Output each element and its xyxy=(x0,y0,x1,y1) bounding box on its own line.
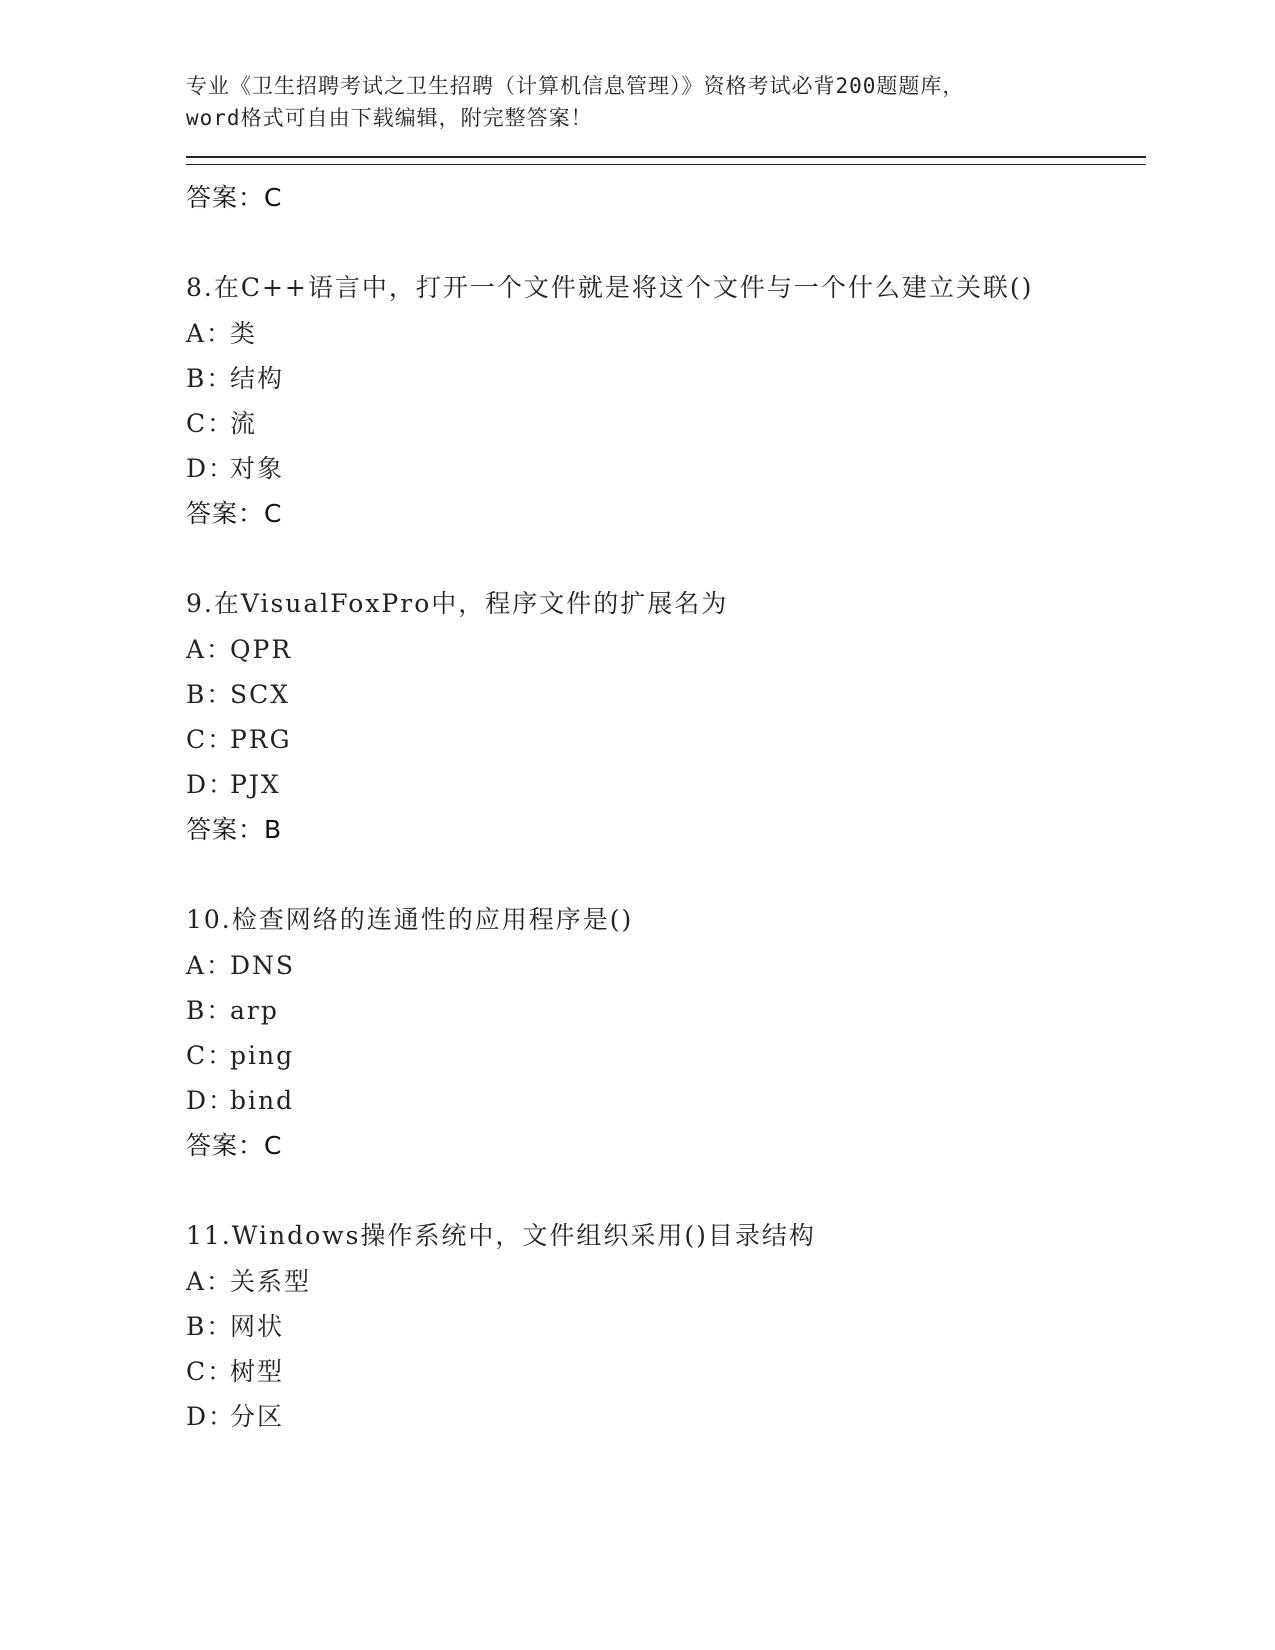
answer-line: 答案：C xyxy=(186,1131,283,1160)
option-a xyxy=(186,943,1146,988)
option-d xyxy=(186,762,1146,807)
question-text: 8.在C++语言中，打开一个文件就是将这个文件与一个什么建立关联() xyxy=(186,273,1034,302)
option-key: D： xyxy=(186,1402,236,1431)
option-key: C： xyxy=(186,725,235,754)
option-text: 树型 xyxy=(230,1357,285,1386)
option-c xyxy=(186,717,1146,762)
option-key: C： xyxy=(186,1357,235,1386)
question-block xyxy=(186,581,1146,853)
option-text: PJX xyxy=(230,770,281,799)
option-text: bind xyxy=(230,1086,295,1115)
option-c xyxy=(186,1033,1146,1078)
document-page xyxy=(186,70,1146,1439)
option-key: A： xyxy=(186,319,234,348)
option-key: D： xyxy=(186,770,236,799)
option-key: A： xyxy=(186,1267,234,1296)
option-d xyxy=(186,446,1146,491)
option-a xyxy=(186,311,1146,356)
doc-header-line-2: word格式可自由下载编辑，附完整答案！ xyxy=(186,106,593,130)
question-text: 11.Windows操作系统中，文件组织采用()目录结构 xyxy=(186,1221,816,1250)
option-key: A： xyxy=(186,635,234,664)
question-text: 10.检查网络的连通性的应用程序是() xyxy=(186,905,634,934)
option-text: DNS xyxy=(230,951,296,980)
option-text: PRG xyxy=(230,725,292,754)
option-key: D： xyxy=(186,454,236,483)
answer-line: 答案：C xyxy=(186,183,283,212)
option-text: arp xyxy=(230,996,279,1025)
option-text: 类 xyxy=(230,319,258,348)
option-text: 对象 xyxy=(230,454,285,483)
option-key: B： xyxy=(186,996,234,1025)
option-b xyxy=(186,356,1146,401)
option-c xyxy=(186,401,1146,446)
option-key: B： xyxy=(186,680,234,709)
option-key: A： xyxy=(186,951,234,980)
option-d xyxy=(186,1394,1146,1439)
option-text: 分区 xyxy=(230,1402,285,1431)
question-text: 9.在VisualFoxPro中，程序文件的扩展名为 xyxy=(186,589,729,618)
option-key: B： xyxy=(186,364,234,393)
question-block xyxy=(186,1213,1146,1439)
option-text: 流 xyxy=(230,409,258,438)
option-key: D： xyxy=(186,1086,236,1115)
option-text: 关系型 xyxy=(230,1267,312,1296)
option-b xyxy=(186,672,1146,717)
option-key: B： xyxy=(186,1312,234,1341)
option-key: C： xyxy=(186,1041,235,1070)
option-a xyxy=(186,627,1146,672)
option-text: SCX xyxy=(230,680,291,709)
option-b xyxy=(186,1304,1146,1349)
answer-line: 答案：B xyxy=(186,815,283,844)
header-divider xyxy=(186,156,1146,165)
option-d xyxy=(186,1078,1146,1123)
option-b xyxy=(186,988,1146,1033)
option-c xyxy=(186,1349,1146,1394)
option-a xyxy=(186,1259,1146,1304)
option-text: 网状 xyxy=(230,1312,285,1341)
answer-line: 答案：C xyxy=(186,499,283,528)
doc-header-line-1: 专业《卫生招聘考试之卫生招聘（计算机信息管理）》资格考试必背200题题库， xyxy=(186,74,965,98)
option-text: ping xyxy=(230,1041,295,1070)
option-text: 结构 xyxy=(230,364,285,393)
option-text: QPR xyxy=(230,635,293,664)
question-block xyxy=(186,265,1146,537)
question-block xyxy=(186,897,1146,1169)
option-key: C： xyxy=(186,409,235,438)
